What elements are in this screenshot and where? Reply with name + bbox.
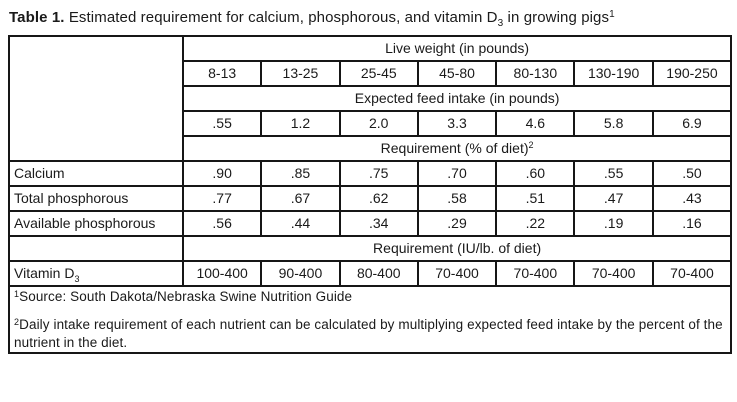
vitamin-d3-value-cell: 80-400: [340, 261, 418, 286]
live-weight-band: Live weight (in pounds): [183, 36, 731, 61]
nutrient-value-cell: .62: [340, 186, 418, 211]
nutrient-value-cell: .90: [183, 161, 261, 186]
nutrient-value-cell: .60: [496, 161, 574, 186]
live-weight-band-row: [9, 36, 731, 61]
table-title-text-2: in growing pigs: [503, 9, 610, 26]
nutrient-value-cell: .29: [418, 211, 496, 236]
feed-intake-cell: 3.3: [418, 111, 496, 136]
vitamin-d3-label-text: Vitamin D: [14, 265, 75, 282]
nutrient-value-cell: .55: [574, 161, 652, 186]
vitamin-d-subscript: 3: [497, 18, 504, 29]
nutrient-row-calcium: [9, 161, 731, 186]
footnote-daily-intake: [14, 316, 726, 351]
weight-range-cell: 80-130: [496, 61, 574, 86]
footnote-mark-2: 2: [14, 317, 20, 328]
empty-corner-cell: [9, 36, 183, 161]
nutrient-value-cell: .19: [574, 211, 652, 236]
feed-intake-cell: 6.9: [653, 111, 731, 136]
feed-intake-cell: 4.6: [496, 111, 574, 136]
vitamin-d3-subscript: 3: [74, 274, 80, 285]
requirements-table: [8, 35, 732, 355]
nutrient-label: Available phosphorous: [9, 211, 183, 236]
nutrient-value-cell: .34: [340, 211, 418, 236]
nutrient-value-cell: .43: [653, 186, 731, 211]
requirement-pct-band: [183, 136, 731, 161]
nutrient-value-cell: .44: [261, 211, 339, 236]
title-footnote-mark: 1: [609, 9, 615, 20]
nutrient-row-vitamin-d3: [9, 261, 731, 286]
nutrient-value-cell: .56: [183, 211, 261, 236]
nutrient-value-cell: .50: [653, 161, 731, 186]
vitamin-d3-value-cell: 70-400: [653, 261, 731, 286]
nutrient-value-cell: .85: [261, 161, 339, 186]
feed-intake-cell: 1.2: [261, 111, 339, 136]
nutrient-value-cell: .16: [653, 211, 731, 236]
footnote-source-text: Source: South Dakota/Nebraska Swine Nutrition Guide: [19, 288, 353, 304]
feed-intake-cell: 2.0: [340, 111, 418, 136]
vitamin-d3-value-cell: 70-400: [418, 261, 496, 286]
weight-range-cell: 8-13: [183, 61, 261, 86]
requirement-iu-band: Requirement (IU/lb. of diet): [183, 236, 731, 261]
requirement-pct-footnote-mark: 2: [528, 140, 534, 151]
requirement-iu-band-row: [9, 236, 731, 261]
nutrient-value-cell: .51: [496, 186, 574, 211]
footnote-mark-1: 1: [14, 288, 20, 299]
table-title-number: Table 1.: [9, 9, 65, 26]
weight-range-cell: 13-25: [261, 61, 339, 86]
weight-range-cell: 25-45: [340, 61, 418, 86]
nutrient-value-cell: .58: [418, 186, 496, 211]
nutrient-value-cell: .75: [340, 161, 418, 186]
weight-range-cell: 130-190: [574, 61, 652, 86]
table-title: [9, 9, 730, 28]
footnote-daily-intake-text: Daily intake requirement of each nutrient can be calculated by multiplying expected feed intake by the percent of the nutrient in the diet.: [14, 317, 723, 350]
nutrient-value-cell: .67: [261, 186, 339, 211]
nutrient-value-cell: .47: [574, 186, 652, 211]
nutrient-value-cell: .22: [496, 211, 574, 236]
nutrient-row-available-phosphorous: [9, 211, 731, 236]
vitamin-d3-value-cell: 70-400: [496, 261, 574, 286]
empty-cell: [9, 236, 183, 261]
footnote-row: [9, 286, 731, 354]
vitamin-d3-label: [9, 261, 183, 286]
feed-intake-cell: .55: [183, 111, 261, 136]
feed-intake-band: Expected feed intake (in pounds): [183, 86, 731, 111]
footnote-box: [9, 286, 731, 354]
table-title-text: Estimated requirement for calcium, phosphorous, and vitamin D: [64, 9, 498, 26]
vitamin-d3-value-cell: 70-400: [574, 261, 652, 286]
weight-range-cell: 45-80: [418, 61, 496, 86]
weight-range-cell: 190-250: [653, 61, 731, 86]
feed-intake-cell: 5.8: [574, 111, 652, 136]
vitamin-d3-value-cell: 90-400: [261, 261, 339, 286]
nutrient-value-cell: .70: [418, 161, 496, 186]
nutrient-label: Calcium: [9, 161, 183, 186]
nutrient-label: Total phosphorous: [9, 186, 183, 211]
requirement-pct-label: Requirement (% of diet): [380, 140, 529, 157]
nutrient-value-cell: .77: [183, 186, 261, 211]
nutrient-row-total-phosphorous: [9, 186, 731, 211]
footnote-source: [14, 288, 726, 306]
vitamin-d3-value-cell: 100-400: [183, 261, 261, 286]
